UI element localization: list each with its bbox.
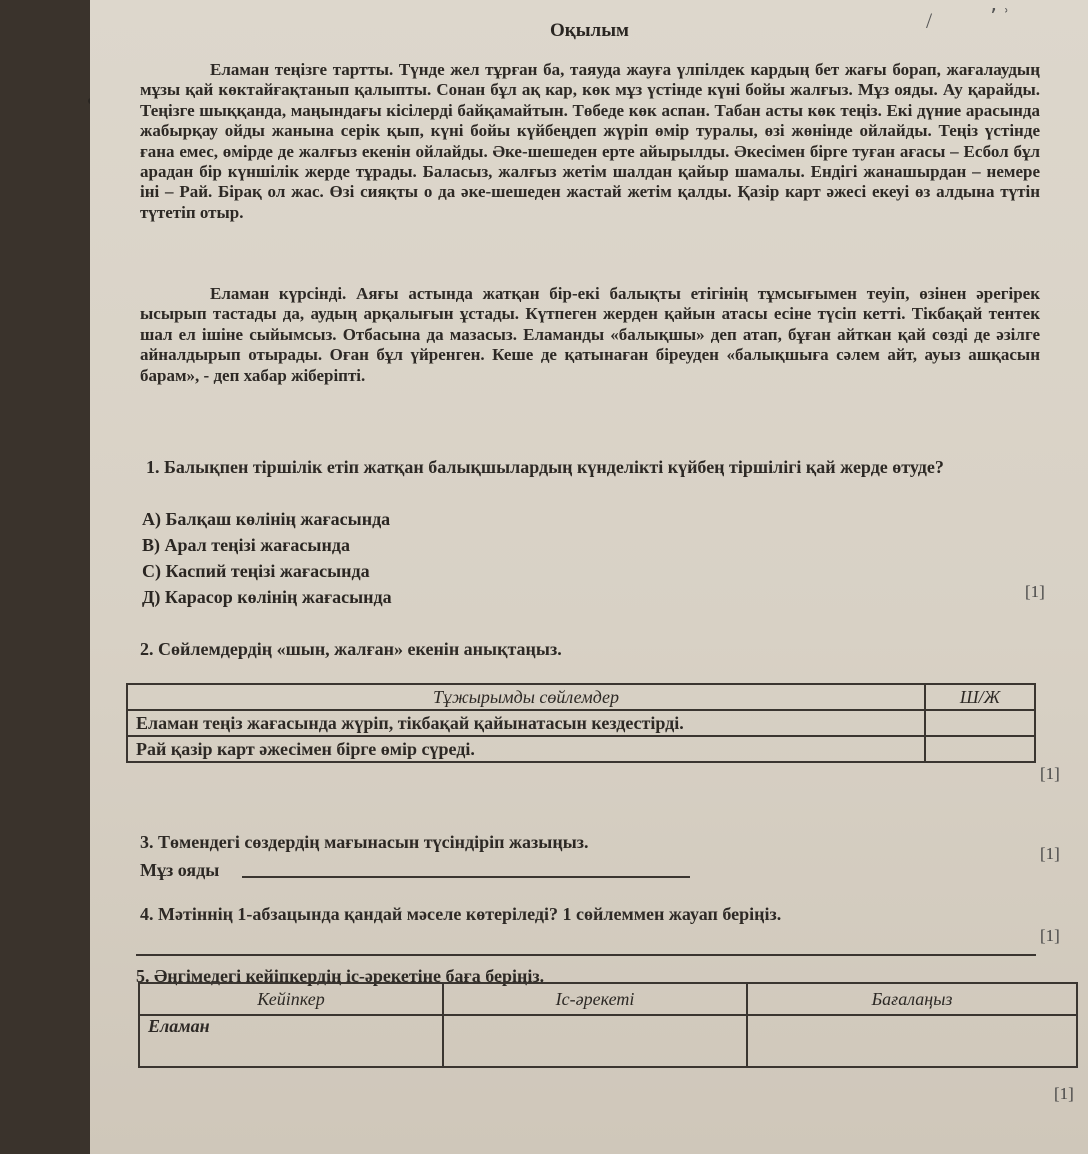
answer-cell[interactable] [925, 710, 1035, 736]
statement-cell: Еламан теңіз жағасында жүріп, тікбақай қайынатасын кездестірді. [127, 710, 925, 736]
question-2: 2. Сөйлемдердің «шын, жалған» екенін анықтаңыз. [140, 639, 562, 659]
q4-answer-line[interactable] [136, 954, 1036, 956]
table-header-row [139, 983, 1077, 1015]
text-paragraph-2 [140, 284, 1040, 386]
character-evaluation-table [138, 982, 1078, 1068]
worksheet-page [90, 0, 1088, 1154]
true-false-table [126, 683, 1036, 763]
q3-answer-line[interactable] [242, 876, 690, 878]
question-1: 1. Балықпен тіршілік етіп жатқан балықшылардың күнделікті күйбең тіршілігі қай жерде өтуде? [146, 457, 944, 477]
page-title: Оқылым [550, 20, 629, 41]
character-cell: Еламан [139, 1015, 443, 1067]
table-row [127, 736, 1035, 762]
q1-option-b[interactable]: В) Арал теңізі жағасында [142, 535, 350, 555]
q2-mark: [1] [1040, 764, 1060, 783]
statement-cell: Рай қазір карт әжесімен бірге өмір сүреді. [127, 736, 925, 762]
q3-word: Мұз ояды [140, 860, 220, 880]
question-3: 3. Төмендегі сөздердің мағынасын түсіндіріп жазыңыз. [140, 832, 589, 852]
evaluation-header: Бағалаңыз [747, 983, 1077, 1015]
true-false-header: Ш/Ж [925, 684, 1035, 710]
pen-scribble-icon: / [926, 8, 933, 33]
q1-mark: [1] [1025, 582, 1045, 601]
question-4: 4. Мәтіннің 1-абзацында қандай мәселе көтеріледі? 1 сөйлеммен жауап беріңіз. [140, 904, 782, 924]
q5-mark: [1] [1054, 1084, 1074, 1103]
pen-scribble-icon: ٬ ʾ [990, 4, 1010, 29]
table-header-row [127, 684, 1035, 710]
action-cell[interactable] [443, 1015, 747, 1067]
table-row [127, 710, 1035, 736]
q3-mark: [1] [1040, 844, 1060, 863]
statements-header: Тұжырымды сөйлемдер [127, 684, 925, 710]
paragraph-2-text: Еламан күрсінді. Аяғы астында жатқан бір-екі балықты етігінің тұмсығымен теуіп, өзінен әрегірек ысырып тастады да, аудың арқалығын ұстады. Күтпеген жерден қайын атасы есіне түсіп кетті. Тікбақай тентек шал ел ішіне сыйымсыз. Отбасына да мазасыз. Еламанды «балықшы» деп атап, бұған айткан қай сөзді де әзілге айналдырып отырады. Оған бұл үйренген. Кеше де қатынаған біреуден «балықшыға сәлем айт, ауыз ашқасын барам», - деп хабар жіберіпті. [140, 284, 1040, 385]
q1-option-d[interactable]: Д) Карасор көлінің жағасында [142, 587, 392, 607]
paragraph-1-text: Еламан теңізге тартты. Түнде жел тұрған ба, таяуда жауға үлпілдек кардың бет жағы борап, жағалаудың мұзы қай көктайғақтанып қалыпты. Сонан бұл ақ кар, көк мұз үстінде күні бойы жалғыз. Мұз ояды. Ау қарайды. Теңізге шыққанда, маңындағы кісілерді байқамайтын. Төбеде көк аспан. Табан асты көк теңіз. Екі дүние арасында жабырқау ойды жанына серік қып, күні бойы күйбеңдеп жүріп өмір туралы, өзі жөнінде ойлайды. Теңіз үстінде ғана емес, өмірде де жалғыз екенін ойлайды. Әке-шешеден ерте айырылды. Әкесімен бірге туған ағасы – Есбол бұл арадан бір күншілік жерде тұрады. Баласыз, жалғыз жетім шалдан қайыр шамалы. Ендігі жанашырдан – немере іні – Рай. Бірақ ол жас. Өзі сияқты о да әке-шешеден жастай жетім қалды. Қазір карт әжесі екеуі өз алдына түтін түтетіп отыр. [140, 60, 1040, 222]
answer-cell[interactable] [925, 736, 1035, 762]
action-header: Іс-әрекеті [443, 983, 747, 1015]
table-row [139, 1015, 1077, 1067]
character-header: Кейіпкер [139, 983, 443, 1015]
q1-option-c[interactable]: С) Каспий теңізі жағасында [142, 561, 370, 581]
q4-mark: [1] [1040, 926, 1060, 945]
text-paragraph-1 [140, 60, 1040, 223]
question-5: 5. Әңгімедегі кейіпкердің іс-әрекетіне баға беріңіз. [136, 966, 545, 986]
q1-option-a[interactable]: А) Балқаш көлінің жағасында [142, 509, 391, 529]
evaluation-cell[interactable] [747, 1015, 1077, 1067]
